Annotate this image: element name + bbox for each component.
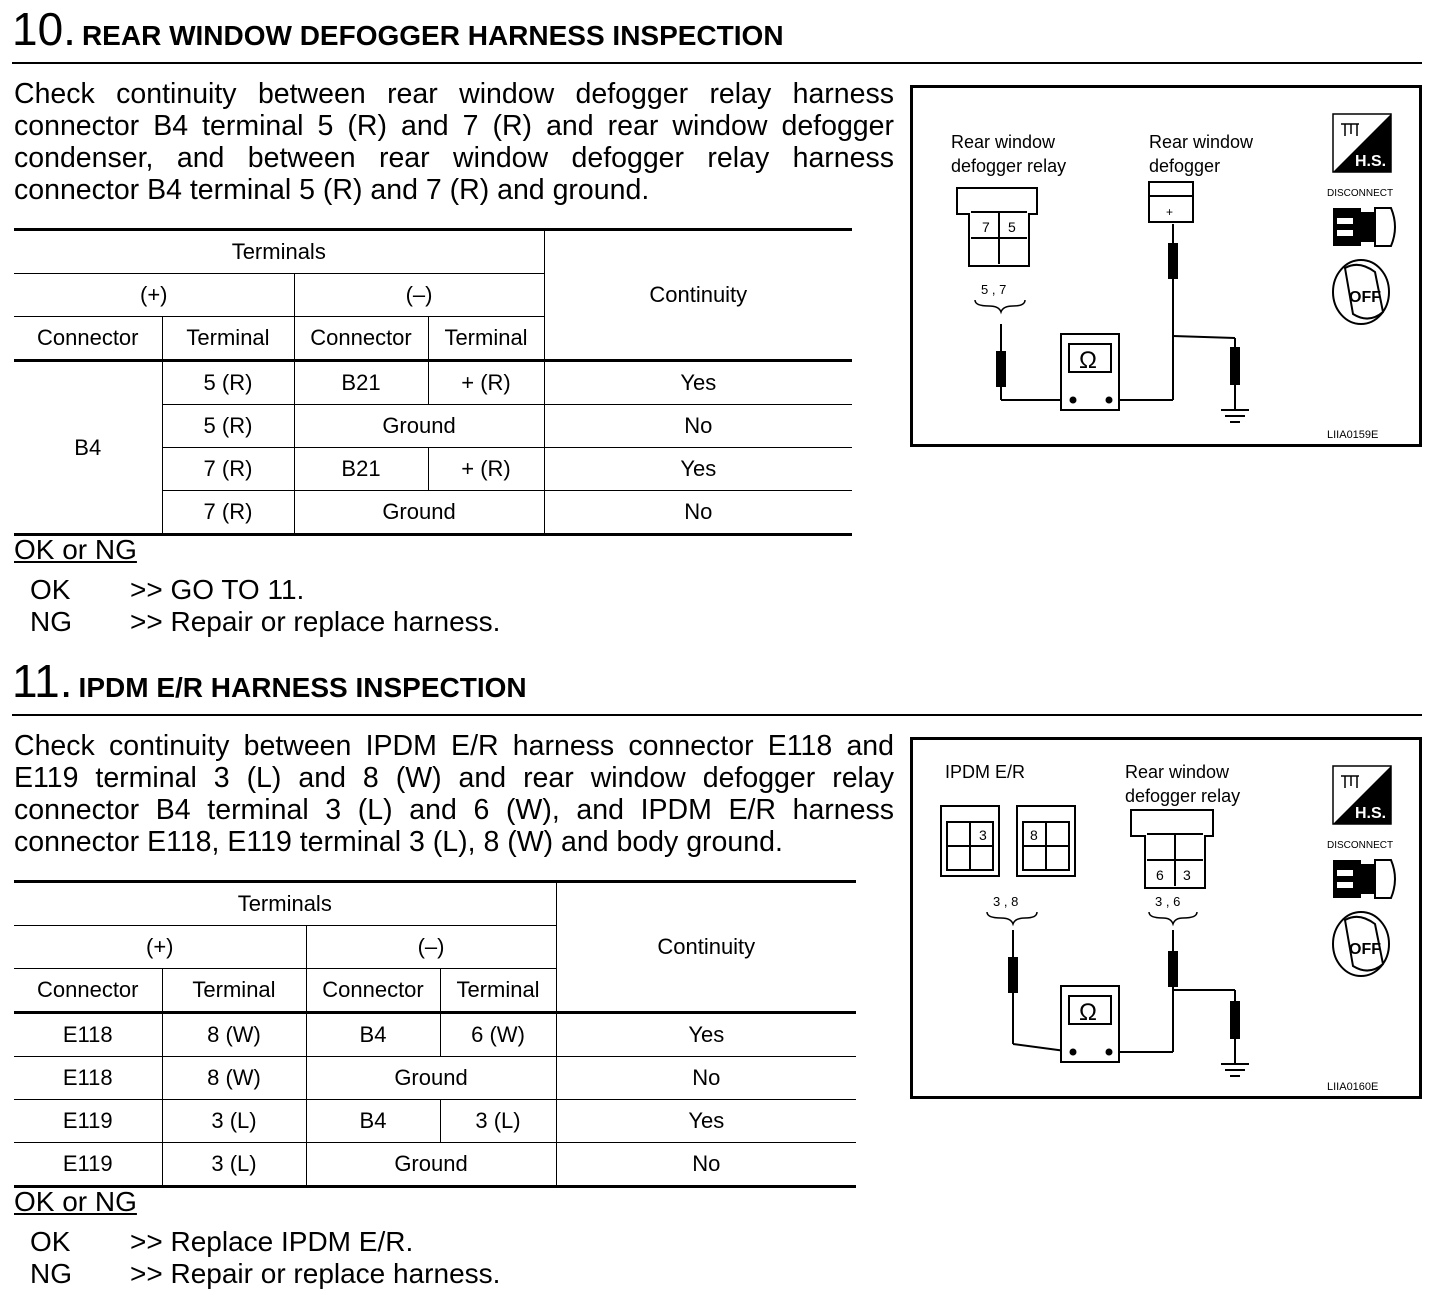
relay-label: defogger relay [951, 156, 1067, 176]
result-heading: OK or NG [14, 534, 137, 565]
table-row [14, 1100, 856, 1143]
header-minus-terminal: Terminal [428, 317, 544, 361]
probe-label: 5 , 7 [981, 282, 1007, 297]
minus-terminal-cell: + (R) [428, 448, 544, 491]
header-minus: (–) [306, 926, 556, 969]
minus-terminal-cell: + (R) [428, 361, 544, 405]
defogger-label: defogger [1149, 156, 1221, 176]
hs-label: H.S. [1355, 153, 1387, 170]
section-divider [12, 62, 1422, 64]
plus-terminal-cell: 3 (L) [162, 1100, 306, 1143]
step-number: 10. [12, 3, 76, 55]
ipdm-connector-icon [941, 806, 1075, 876]
ng-action: >> Repair or replace harness. [130, 606, 501, 637]
relay-pin-label: 5 [1008, 219, 1016, 235]
ng-result [30, 1258, 500, 1290]
continuity-cell: Yes [556, 1013, 856, 1057]
minus-connector-cell: B4 [306, 1013, 440, 1057]
header-plus-terminal: Terminal [162, 317, 294, 361]
ng-result [30, 606, 500, 638]
step-10-continuity-table [14, 228, 852, 536]
step-number: 11. [12, 655, 73, 707]
ok-action: >> Replace IPDM E/R. [130, 1226, 414, 1257]
plus-terminal-cell: 5 (R) [162, 361, 294, 405]
header-plus: (+) [14, 926, 306, 969]
step-10-diagram [910, 85, 1422, 447]
relay-pin-label: 7 [982, 219, 990, 235]
minus-ground-cell: Ground [294, 405, 544, 448]
hs-label: H.S. [1355, 805, 1387, 822]
header-continuity: Continuity [556, 882, 856, 1013]
table-row [14, 1057, 856, 1100]
test-lead-icon [1009, 930, 1249, 1076]
header-plus-connector: Connector [14, 969, 162, 1013]
header-terminals: Terminals [14, 882, 556, 926]
disconnect-icon [1333, 860, 1395, 898]
ok-action-link[interactable]: >> GO TO 11. [130, 574, 305, 605]
step-title: IPDM E/R HARNESS INSPECTION [78, 672, 527, 703]
ok-result [30, 574, 304, 606]
plus-terminal-cell: 8 (W) [162, 1057, 306, 1100]
continuity-cell: Yes [544, 361, 852, 405]
ok-label: OK [30, 574, 71, 605]
ng-action: >> Repair or replace harness. [130, 1258, 501, 1289]
plus-connector-cell: B4 [14, 361, 162, 535]
minus-terminal-cell: 3 (L) [440, 1100, 556, 1143]
ok-label: OK [30, 1226, 71, 1257]
header-continuity: Continuity [544, 230, 852, 361]
ipdm-label: IPDM E/R [945, 762, 1026, 782]
continuity-cell: No [556, 1143, 856, 1187]
relay-pin-label: 3 [1183, 867, 1191, 883]
plus-terminal-cell: 8 (W) [162, 1013, 306, 1057]
disconnect-label: DISCONNECT [1327, 188, 1394, 199]
continuity-cell: No [544, 491, 852, 535]
step-title: REAR WINDOW DEFOGGER HARNESS INSPECTION [81, 20, 784, 51]
minus-ground-cell: Ground [294, 491, 544, 535]
ng-label: NG [30, 606, 72, 637]
defogger-label: Rear window [1149, 132, 1254, 152]
minus-ground-cell: Ground [306, 1057, 556, 1100]
ok-result [30, 1226, 413, 1258]
figure-code: LIIA0159E [1327, 429, 1379, 441]
header-plus-connector: Connector [14, 317, 162, 361]
ohm-symbol: Ω [1079, 347, 1097, 374]
disconnect-icon [1333, 208, 1395, 246]
minus-connector-cell: B4 [306, 1100, 440, 1143]
header-terminals: Terminals [14, 230, 544, 274]
minus-ground-cell: Ground [306, 1143, 556, 1187]
relay-label: Rear window [1125, 762, 1230, 782]
continuity-cell: No [544, 405, 852, 448]
plus-terminal-cell: 5 (R) [162, 405, 294, 448]
ng-label: NG [30, 1258, 72, 1289]
test-lead-icon [997, 224, 1249, 422]
step-10-instructions: Check continuity between rear window defogger relay harness connector B4 terminal 5 (R) and 7 (R) and rear window defogger condenser, and between rear window defogger relay harness connector B4 terminal 5 (R) and 7 (R) and ground. [14, 78, 894, 206]
disconnect-label: DISCONNECT [1327, 840, 1394, 851]
defogger-pin-label: + [1166, 205, 1174, 219]
relay-label: defogger relay [1125, 786, 1241, 806]
table-row [14, 1143, 856, 1187]
table-row [14, 1013, 856, 1057]
ohm-symbol: Ω [1079, 999, 1097, 1026]
plus-connector-cell: E118 [14, 1013, 162, 1057]
header-minus-connector: Connector [294, 317, 428, 361]
relay-connector-icon [1131, 810, 1213, 888]
continuity-cell: Yes [544, 448, 852, 491]
relay-connector-icon [957, 188, 1037, 266]
minus-connector-cell: B21 [294, 448, 428, 491]
plus-connector-cell: E118 [14, 1057, 162, 1100]
header-minus-connector: Connector [306, 969, 440, 1013]
relay-label: Rear window [951, 132, 1056, 152]
header-minus: (–) [294, 274, 544, 317]
minus-terminal-cell: 6 (W) [440, 1013, 556, 1057]
plus-connector-cell: E119 [14, 1143, 162, 1187]
ipdm-pin-label: 8 [1030, 827, 1038, 843]
brace-icon [1149, 912, 1197, 924]
ipdm-pin-label: 3 [979, 827, 987, 843]
figure-code: LIIA0160E [1327, 1081, 1379, 1093]
step-11-heading [12, 655, 527, 707]
brace-icon [987, 912, 1037, 924]
plus-connector-cell: E119 [14, 1100, 162, 1143]
off-label: OFF [1349, 289, 1381, 306]
continuity-cell: No [556, 1057, 856, 1100]
header-plus-terminal: Terminal [162, 969, 306, 1013]
relay-pin-label: 6 [1156, 867, 1164, 883]
step-11-continuity-table [14, 880, 856, 1188]
brace-icon [975, 300, 1025, 312]
plus-terminal-cell: 3 (L) [162, 1143, 306, 1187]
probe-label: 3 , 6 [1155, 894, 1181, 909]
header-minus-terminal: Terminal [440, 969, 556, 1013]
plus-terminal-cell: 7 (R) [162, 448, 294, 491]
table-row [14, 361, 852, 405]
result-heading: OK or NG [14, 1186, 137, 1217]
probe-label: 3 , 8 [993, 894, 1019, 909]
step-11-diagram [910, 737, 1422, 1099]
step-11-instructions: Check continuity between IPDM E/R harness connector E118 and E119 terminal 3 (L) and 8 (W) and rear window defogger relay connector B4 terminal 3 (L) and 6 (W), and IPDM E/R harness connector E118, E119 terminal 3 (L), 8 (W) and body ground. [14, 730, 894, 858]
header-plus: (+) [14, 274, 294, 317]
step-10-heading [12, 3, 784, 55]
off-label: OFF [1349, 941, 1381, 958]
plus-terminal-cell: 7 (R) [162, 491, 294, 535]
section-divider [12, 714, 1422, 716]
continuity-cell: Yes [556, 1100, 856, 1143]
minus-connector-cell: B21 [294, 361, 428, 405]
